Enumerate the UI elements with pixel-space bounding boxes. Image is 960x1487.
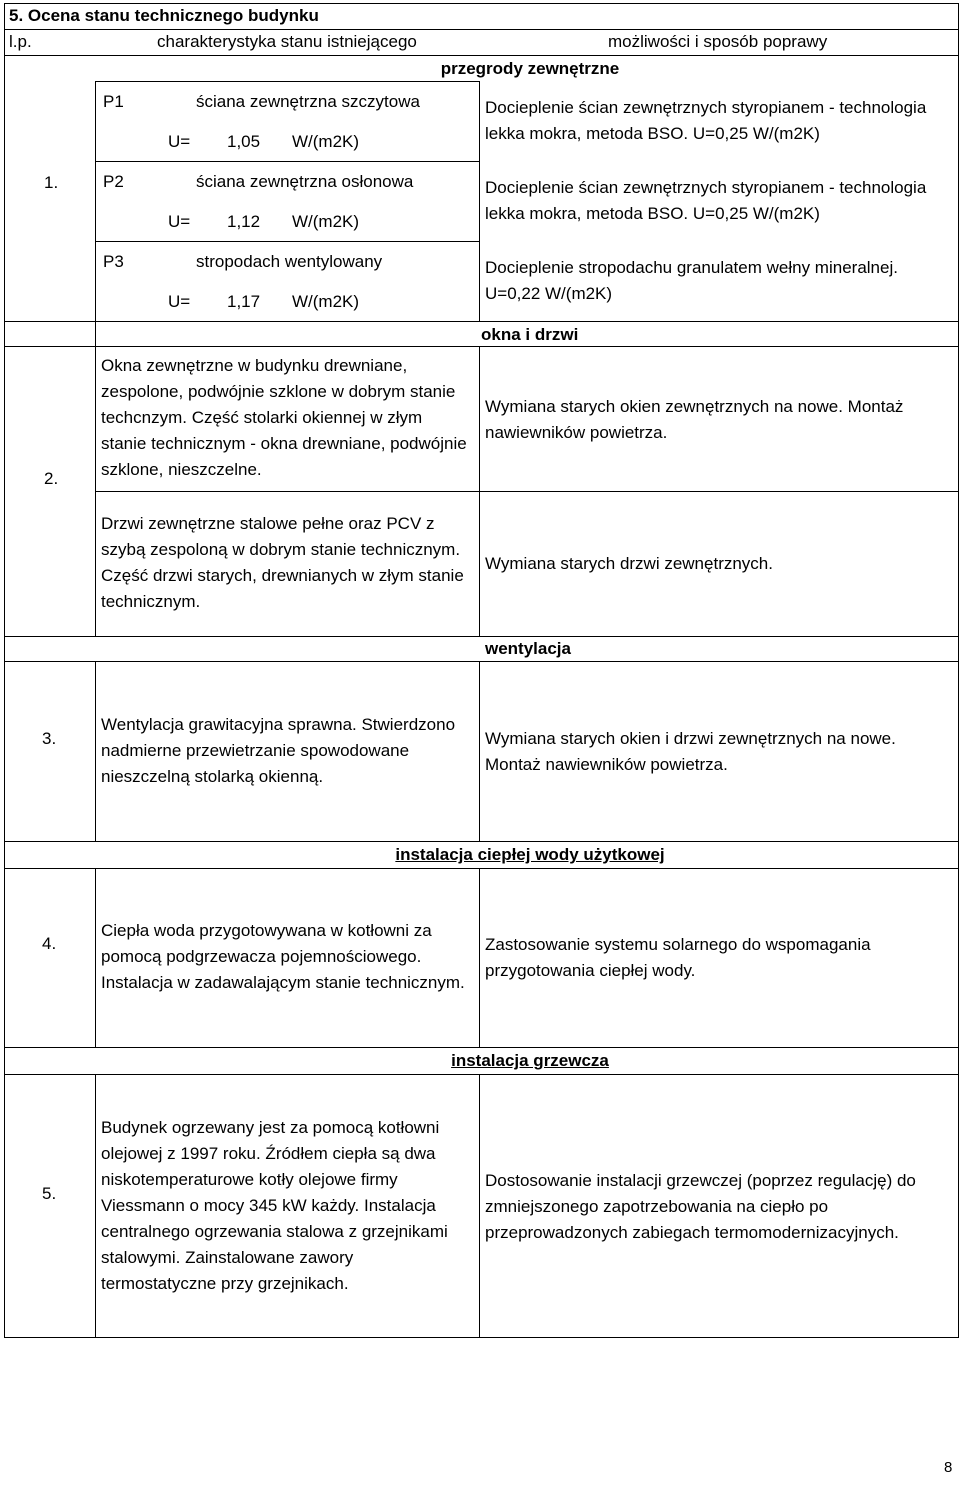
section-heading-windows-doors: okna i drzwi (481, 325, 579, 344)
table-border-bottom (4, 1337, 959, 1338)
doors-existing-line: technicznym. (101, 592, 201, 611)
u-unit-p2: W/(m2K) (292, 212, 360, 231)
table-border-left (4, 3, 5, 1337)
u-label-p1: U= (168, 132, 191, 151)
improvement-p1-line2: lekka mokra, metoda BSO. U=0,25 W/(m2K) (485, 124, 820, 143)
u-value-p2: 1,12 (227, 212, 261, 231)
u-unit-p3: W/(m2K) (292, 292, 360, 311)
row2-bottom-line (4, 636, 959, 637)
heating-existing-line: olejowej z 1997 roku. Źródłem ciepła są dwa (101, 1144, 436, 1163)
header-existing-state: charakterystyka stanu istniejącego (157, 32, 417, 51)
partition-name-p1: ściana zewnętrzna szczytowa (196, 92, 420, 111)
doors-existing-line: Drzwi zewnętrzne stalowe pełne oraz PCV z (101, 514, 435, 533)
row-number-1: 1. (44, 173, 59, 192)
u-value-p3: 1,17 (227, 292, 261, 311)
row5-divider-lp (95, 1074, 96, 1337)
ventilation-existing-line: nieszczelną stolarką okienną. (101, 767, 324, 786)
doors-existing-line: Część drzwi starych, drewnianych w złym stanie (101, 566, 464, 585)
u-label-p3: U= (168, 292, 191, 311)
improvement-p1-line1: Docieplenie ścian zewnętrznych styropianem - technologia (485, 98, 927, 117)
heating-existing-line: Viessmann o mocy 345 kW każdy. Instalacja (101, 1196, 436, 1215)
hot-water-existing-line: pomocą podgrzewacza pojemnościowego. (101, 947, 422, 966)
header-lp: l.p. (9, 32, 32, 51)
row5-divider-mid (479, 1074, 480, 1337)
section-heading-heating: instalacja grzewcza (451, 1051, 609, 1070)
ventilation-improvement-line: Wymiana starych okien i drzwi zewnętrznych na nowe. (485, 729, 896, 748)
row-number-5: 5. (42, 1184, 57, 1203)
page-number: 8 (944, 1459, 953, 1476)
row3-divider-lp (95, 661, 96, 841)
row4-divider-mid (479, 868, 480, 1047)
row1-line-p1 (96, 161, 479, 162)
header-improvement: możliwości i sposób poprawy (608, 32, 828, 51)
row-number-3: 3. (42, 729, 57, 748)
section-heading-partitions: przegrody zewnętrzne (440, 59, 620, 78)
section-heading-ventilation: wentylacja (485, 639, 571, 658)
hot-water-improvement-line: Zastosowanie systemu solarnego do wspomagania (485, 935, 871, 954)
row-number-2: 2. (44, 469, 59, 488)
column-divider-mid-row1 (479, 81, 480, 321)
ventilation-section-line (4, 661, 959, 662)
u-label-p2: U= (168, 212, 191, 231)
improvement-p3-line2: U=0,22 W/(m2K) (485, 284, 613, 303)
row4-divider-lp (95, 868, 96, 1047)
windows-improvement-line: nawiewników powietrza. (485, 423, 668, 442)
ventilation-existing-line: nadmierne przewietrzanie spowodowane (101, 741, 410, 760)
windows-improvement-line: Wymiana starych okien zewnętrznych na nowe. Montaż (485, 397, 904, 416)
partition-name-p3: stropodach wentylowany (196, 252, 383, 271)
windows-existing-line: zespolone, podwójnie szklone w dobrym stanie (101, 382, 456, 401)
heating-improvement-line: zmniejszonego zapotrzebowania na ciepło po (485, 1197, 829, 1216)
row-number-4: 4. (42, 934, 57, 953)
heating-existing-line: termostatyczne przy grzejnikach. (101, 1274, 349, 1293)
windows-existing-line: szklone, nieszczelne. (101, 460, 262, 479)
section-heading-hot-water: instalacja ciepłej wody użytkowej (395, 845, 665, 864)
heating-existing-line: centralnego ogrzewania stalowa z grzejnikami (101, 1222, 448, 1241)
partition-code-p3: P3 (103, 252, 124, 271)
improvement-p3-line1: Docieplenie stropodachu granulatem wełny mineralnej. (485, 258, 898, 277)
heating-improvement-line: przeprowadzonych zabiegach termomodernizacyjnych. (485, 1223, 899, 1242)
hot-water-existing-line: Instalacja w zadawalającym stanie technicznym. (101, 973, 465, 992)
partition-code-p2: P2 (103, 172, 124, 191)
windows-existing-line: stanie technicznym - okna drewniane, podwójnie (101, 434, 467, 453)
heating-existing-line: Budynek ogrzewany jest za pomocą kotłowni (101, 1118, 440, 1137)
doors-improvement: Wymiana starych drzwi zewnętrznych. (485, 554, 773, 573)
ventilation-improvement-line: Montaż nawiewników powietrza. (485, 755, 728, 774)
u-unit-p1: W/(m2K) (292, 132, 360, 151)
ventilation-existing-line: Wentylacja grawitacyjna sprawna. Stwierdzono (101, 715, 456, 734)
heating-existing-line: stalowymi. Zainstalowane zawory (101, 1248, 354, 1267)
heating-section-line (4, 1074, 959, 1075)
column-divider-lp (95, 81, 96, 636)
heating-existing-line: niskotemperaturowe kotły olejowe firmy (101, 1170, 398, 1189)
hot-water-existing-line: Ciepła woda przygotowywana w kotłowni za (101, 921, 432, 940)
doors-existing-line: szybą zespoloną w dobrym stanie technicznym. (101, 540, 461, 559)
improvement-p2-line1: Docieplenie ścian zewnętrznych styropianem - technologia (485, 178, 927, 197)
windows-existing-line: techcnzym. Część stolarki okiennej w złym (101, 408, 423, 427)
row1-line-p2 (96, 241, 479, 242)
partition-name-p2: ściana zewnętrzna osłonowa (196, 172, 414, 191)
heating-improvement-line: Dostosowanie instalacji grzewczej (poprzez regulację) do (485, 1171, 916, 1190)
hot-water-section-line (4, 868, 959, 869)
u-value-p1: 1,05 (227, 132, 261, 151)
improvement-p2-line2: lekka mokra, metoda BSO. U=0,25 W/(m2K) (485, 204, 820, 223)
partition-code-p1: P1 (103, 92, 124, 111)
windows-doors-divider (96, 491, 959, 492)
section-title: 5. Ocena stanu technicznego budynku (9, 6, 319, 25)
row3-divider-mid (479, 661, 480, 841)
hot-water-improvement-line: przygotowania ciepłej wody. (485, 961, 696, 980)
table-border-right (958, 3, 959, 1337)
windows-existing-line: Okna zewnętrzne w budynku drewniane, (101, 356, 408, 375)
